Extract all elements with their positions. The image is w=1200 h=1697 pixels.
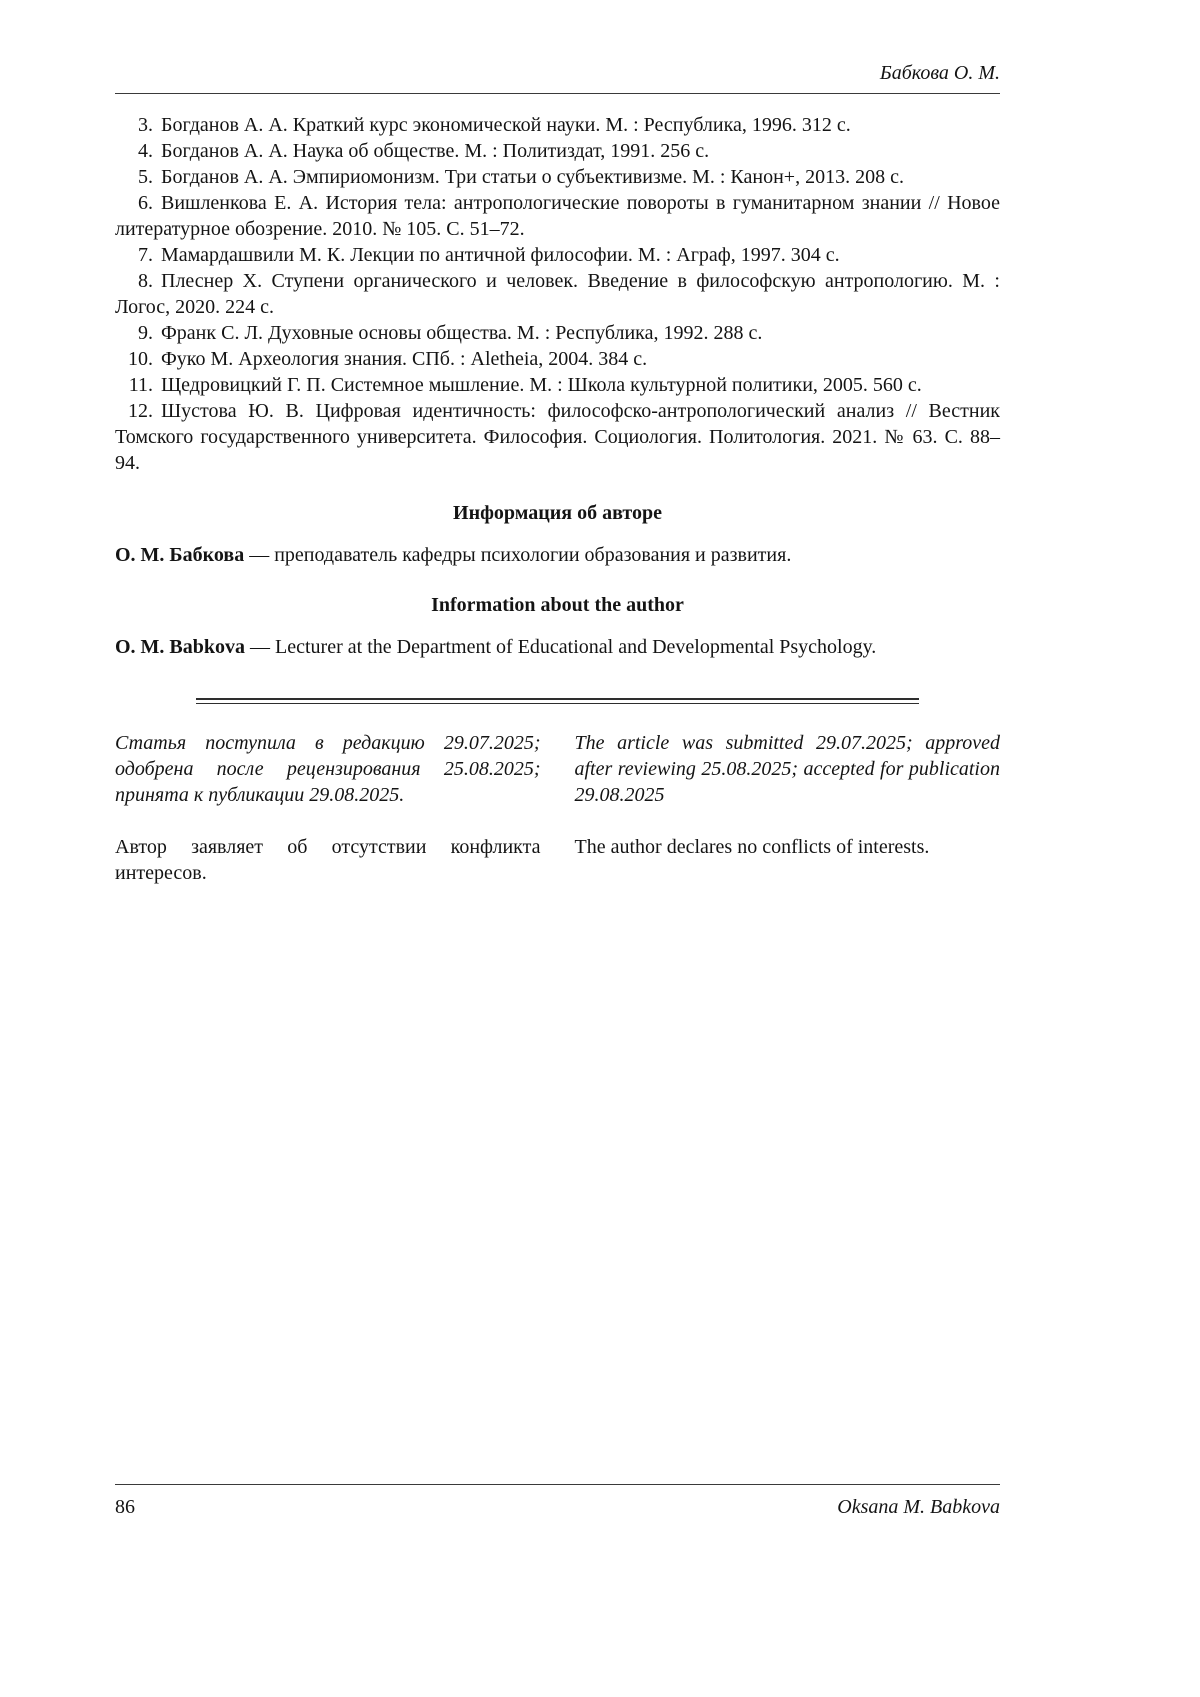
reference-number: 6. — [138, 192, 153, 214]
reference-number: 7. — [138, 244, 153, 266]
reference-text: Богданов А. А. Краткий курс экономической науки. М. : Республика, 1996. 312 с. — [161, 114, 851, 136]
submission-dates-ru: Статья поступила в редакцию 29.07.2025; одобрена после рецензирования 25.08.2025; принята к публикации 29.08.2025. — [115, 732, 541, 806]
reference-text: Богданов А. А. Эмпириомонизм. Три статьи о субъективизме. М. : Канон+, 2013. 208 с. — [161, 166, 904, 188]
reference-item — [115, 346, 1000, 372]
references-list — [115, 112, 1000, 476]
reference-text: Франк С. Л. Духовные основы общества. М. : Республика, 1992. 288 с. — [161, 322, 763, 344]
reference-number: 9. — [138, 322, 153, 344]
author-name-en: O. M. Babkova — [115, 636, 246, 658]
author-name-ru: О. М. Бабкова — [115, 544, 245, 566]
section-heading-info-ru: Информация об авторе — [453, 502, 662, 524]
reference-number: 8. — [138, 270, 153, 292]
conflict-statement-ru: Автор заявляет об отсутствии конфликта интересов. — [115, 836, 541, 884]
author-description-ru: — преподаватель кафедры психологии образования и развития. — [244, 544, 792, 566]
reference-number: 3. — [138, 114, 153, 136]
author-description-en: — Lecturer at the Department of Educational and Developmental Psychology. — [245, 636, 877, 658]
reference-item — [115, 112, 1000, 138]
reference-text: Богданов А. А. Наука об обществе. М. : Политиздат, 1991. 256 с. — [161, 140, 710, 162]
reference-item — [115, 372, 1000, 398]
page-number: 86 — [115, 1496, 135, 1518]
submission-dates-row — [115, 730, 1000, 808]
double-rule-divider — [196, 698, 919, 704]
author-info-ru — [115, 542, 1000, 568]
page-footer — [115, 1484, 1000, 1520]
reference-text: Шустова Ю. В. Цифровая идентичность: философско-антропологический анализ // Вестник Томского государственного университета. Философия. Социология. Политология. 2021. № 63. С. 88–94. — [115, 400, 1000, 474]
reference-number: 10. — [128, 348, 153, 370]
reference-number: 5. — [138, 166, 153, 188]
section-heading-info-en: Information about the author — [431, 594, 684, 616]
running-title: Бабкова О. М. — [879, 62, 1000, 84]
reference-text: Мамардашвили М. К. Лекции по античной философии. М. : Аграф, 1997. 304 с. — [161, 244, 840, 266]
reference-number: 11. — [128, 374, 153, 396]
reference-text: Щедровицкий Г. П. Системное мышление. М. : Школа культурной политики, 2005. 560 с. — [161, 374, 922, 396]
reference-item — [115, 138, 1000, 164]
reference-text: Плеснер Х. Ступени органического и человек. Введение в философскую антропологию. М. : Логос, 2020. 224 с. — [115, 270, 1000, 318]
reference-number: 4. — [138, 140, 153, 162]
conflict-statement-row — [115, 834, 1000, 886]
submission-dates-en: The article was submitted 29.07.2025; approved after reviewing 25.08.2025; accepted for publication 29.08.2025 — [574, 732, 1000, 806]
page-header — [115, 60, 1000, 94]
reference-item — [115, 320, 1000, 346]
reference-text: Вишленкова Е. А. История тела: антропологические повороты в гуманитарном знании // Новое литературное обозрение. 2010. № 105. С. 51–72. — [115, 192, 1000, 240]
reference-number: 12. — [128, 400, 153, 422]
footer-author-name: Oksana M. Babkova — [837, 1496, 1000, 1518]
reference-item — [115, 164, 1000, 190]
reference-item — [115, 190, 1000, 242]
reference-item — [115, 268, 1000, 320]
author-info-en — [115, 634, 1000, 660]
conflict-statement-en: The author declares no conflicts of interests. — [574, 836, 930, 858]
page-content — [115, 112, 1000, 912]
reference-item — [115, 242, 1000, 268]
reference-text: Фуко М. Археология знания. СПб. : Aletheia, 2004. 384 с. — [161, 348, 648, 370]
reference-item — [115, 398, 1000, 476]
